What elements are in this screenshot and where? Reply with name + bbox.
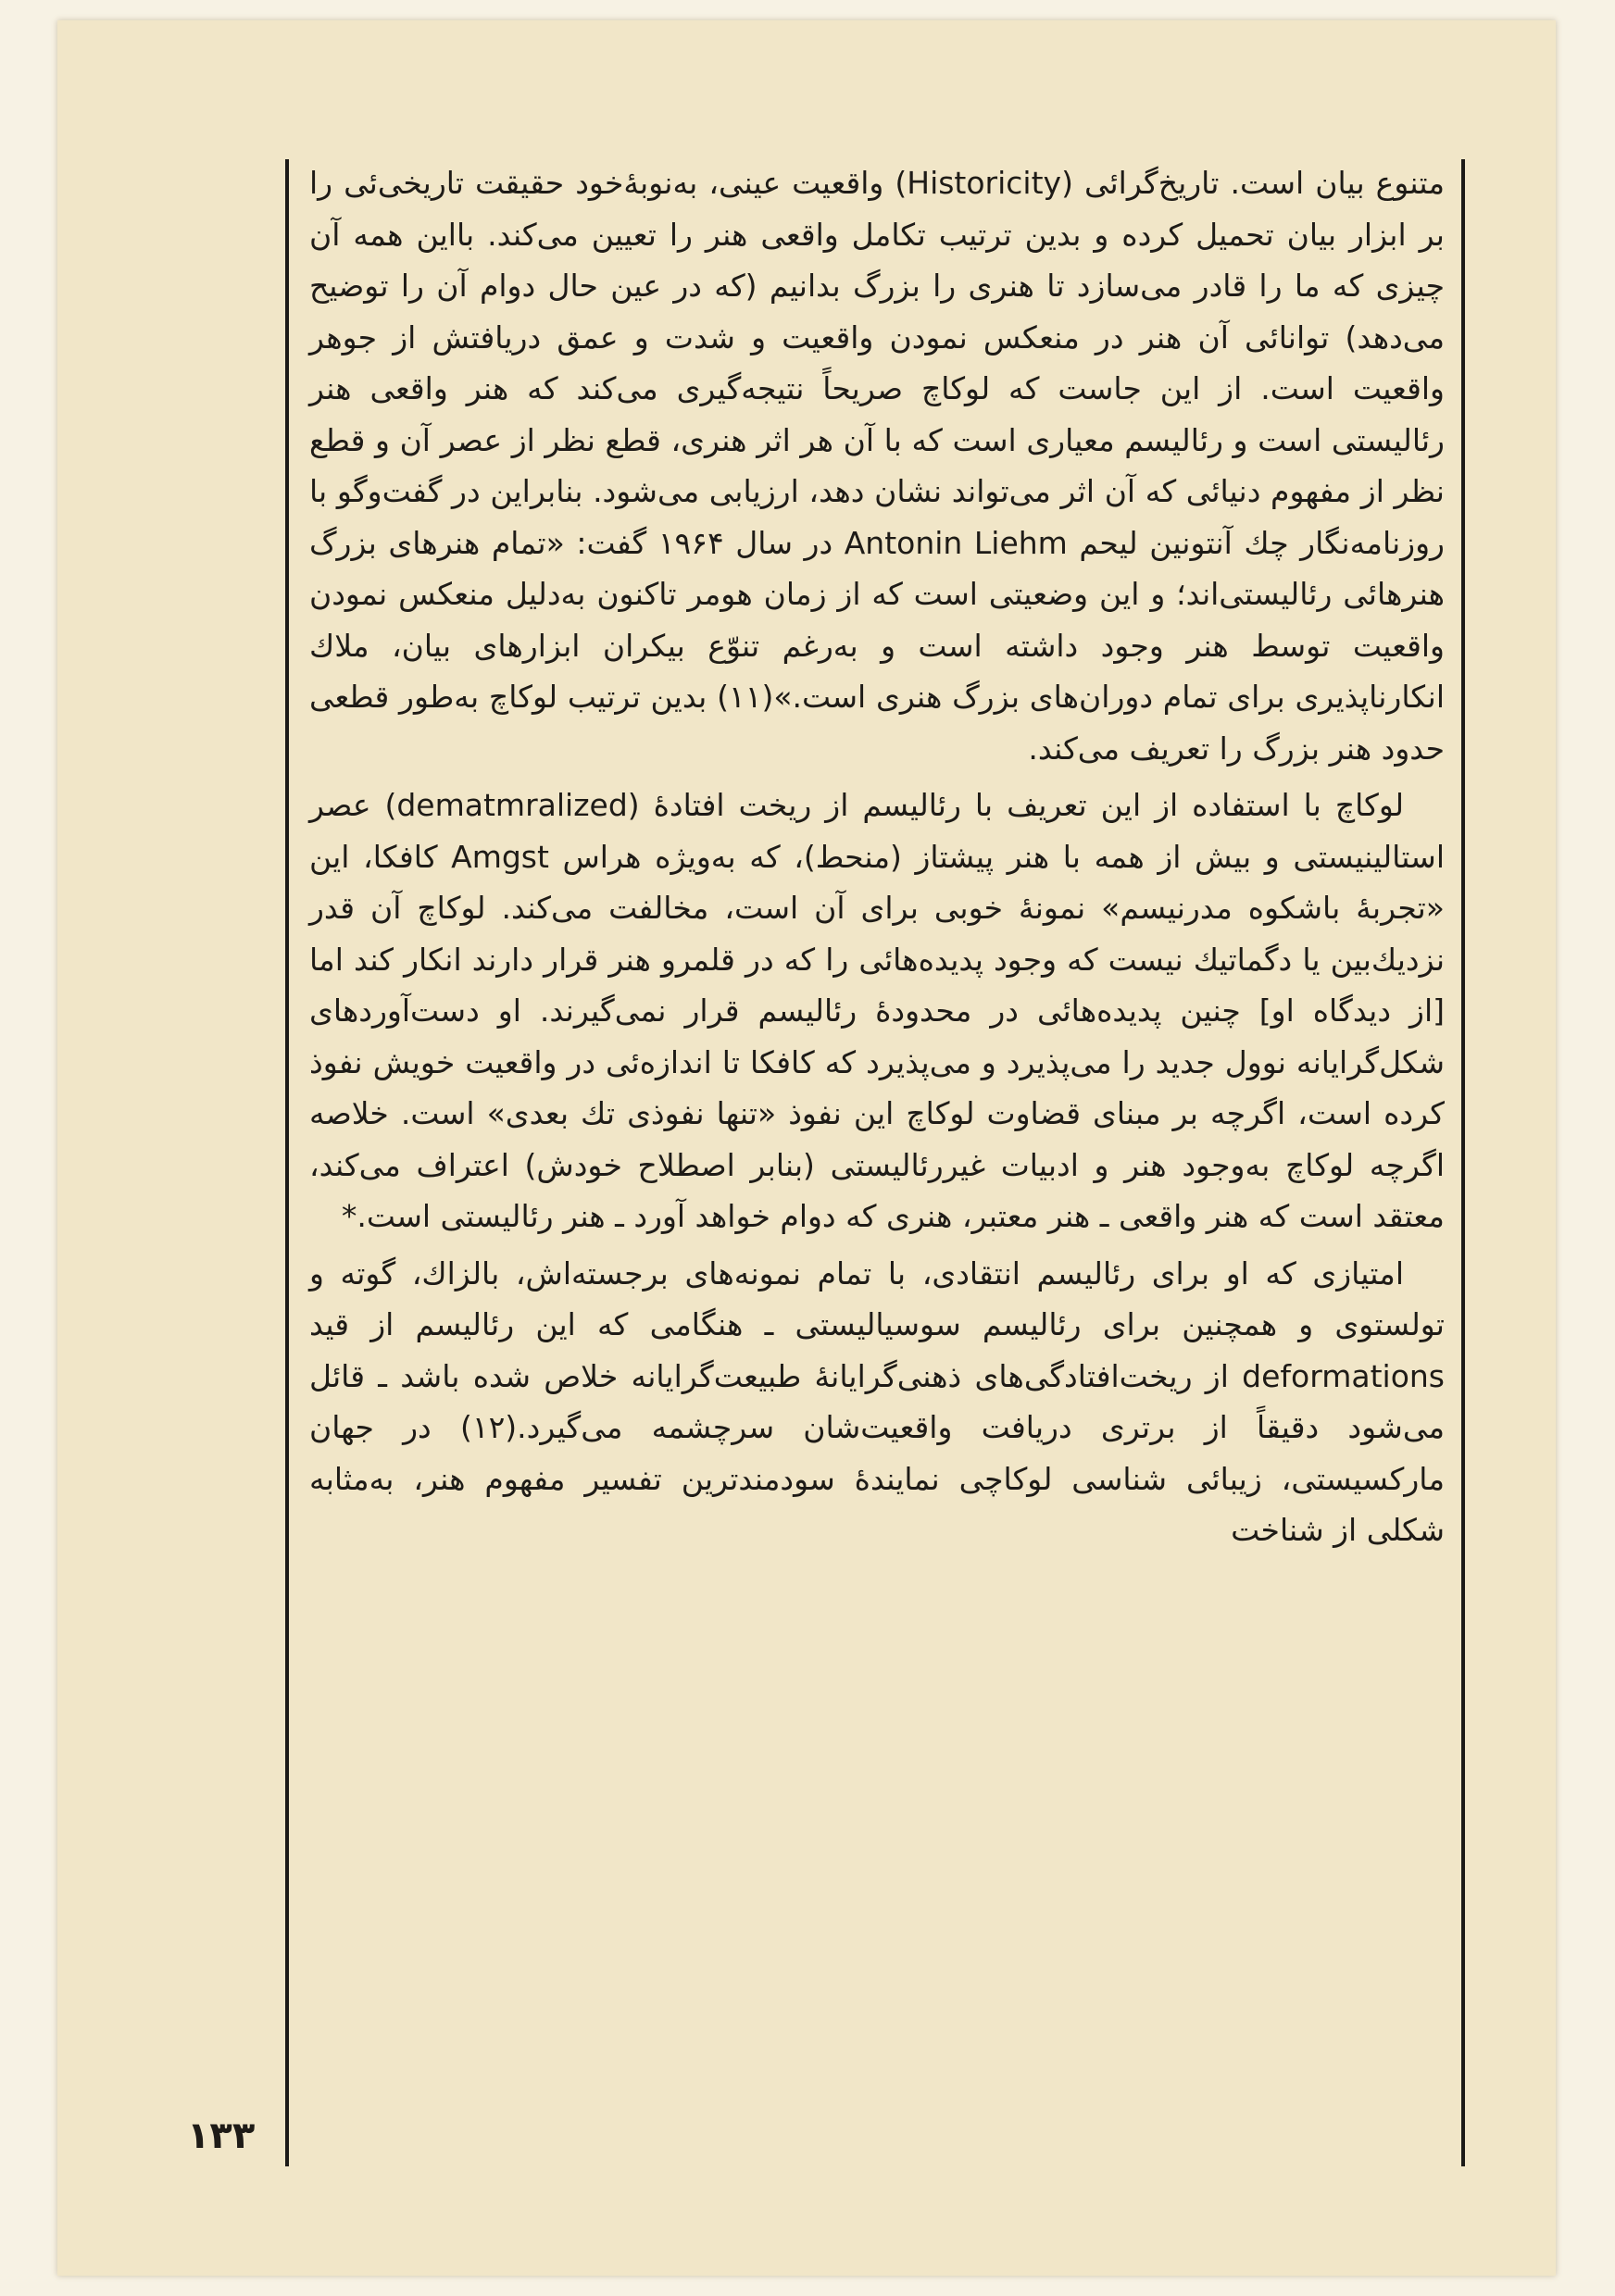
book-page	[57, 20, 1556, 2276]
left-margin-rule	[285, 159, 289, 2166]
page-number: ۱۳۳	[187, 2115, 256, 2157]
body-text	[309, 157, 1445, 1556]
paragraph-1: متنوع بیان است. تاریخ‌گرائی (Historicity) واقعیت عینی، به‌نوبهٔ‌خود حقیقت تاریخی‌ئی را بر ابزار بیان تحمیل کرده و بدین ترتیب تکامل واقعی هنر را تعیین می‌کند. بااین همه آن چیزی که ما را قادر می‌سازد تا هنری را بزرگ بدانیم (که در عین حال دوام آن را توضیح می‌دهد) توانائی آن هنر در منعکس نمودن واقعیت و شدت و عمق دریافتش از جوهر واقعیت است. از این جاست که لوکاچ صریحاً نتیجه‌گیری می‌کند که هنر واقعی هنر رئالیستی است و رئالیسم معیاری است که با آن هر اثر هنری، قطع نظر از عصر آن و قطع نظر از مفهوم دنیائی که آن اثر می‌تواند نشان دهد، ارزیابی می‌شود. بنابراین در گفت‌وگو با روزنامه‌نگار چك آنتونین لیحم Antonin Liehm در سال ۱۹۶۴ گفت: «تمام هنرهای بزرگ هنرهائی رئالیستی‌اند؛ و این وضعیتی است که از زمان هومر تاکنون به‌دلیل منعکس نمودن واقعیت توسط هنر وجود داشته است و به‌رغم تنوّع بیکران ابزارهای بیان، ملاك انکارناپذیری برای تمام دوران‌های بزرگ هنری است.»(۱۱) بدین ترتیب لوکاچ به‌طور قطعی حدود هنر بزرگ را تعریف می‌کند.	[309, 165, 1445, 767]
right-margin-rule	[1461, 159, 1465, 2166]
paragraph-2: لوکاچ با استفاده از این تعریف با رئالیسم از ریخت افتادهٔ (dematmralized) عصر استالینیستی و بیش از همه با هنر پیشتاز (منحط)، که به‌ویژه هراس Amgst کافکا، این «تجربهٔ باشکوه مدرنیسم» نمونهٔ خوبی برای آن است، مخالفت می‌کند. لوکاچ آن قدر نزدیك‌بین یا دگماتیك نیست که وجود پدیده‌هائی را که در قلمرو هنر قرار دارند انکار کند اما [از دیدگاه او] چنین پدیده‌هائی در محدودهٔ رئالیسم قرار نمی‌گیرند. او دست‌آوردهای شکل‌گرایانه نوول جدید را می‌پذیرد و می‌پذیرد که کافکا تا اندازه‌ئی در واقعیت خویش نفوذ کرده است، اگرچه بر مبنای قضاوت لوکاچ این نفوذ «تنها نفوذی تك بعدی» است. خلاصه اگرچه لوکاچ به‌وجود هنر و ادبیات غیررئالیستی (بنابر اصطلاح خودش) اعتراف می‌کند، معتقد است که هنر واقعی ـ هنر معتبر، هنری که دوام خواهد آورد ـ هنر رئالیستی است.*	[309, 787, 1445, 1234]
paragraph-3: امتیازی که او برای رئالیسم انتقادی، با تمام نمونه‌های برجسته‌اش، بالزاك، گوته و تولستوی و همچنین برای رئالیسم سوسیالیستی ـ هنگامی که این رئالیسم از قید deformations از ریخت‌افتادگی‌های ذهنی‌گرایانهٔ طبیعت‌گرایانه خلاص شده باشد ـ قائل می‌شود دقیقاً از برتری دریافت واقعیت‌شان سرچشمه می‌گیرد.(۱۲) در جهان مارکسیستی، زیبائی شناسی لوکاچی نمایندهٔ سودمندترین تفسیر مفهوم هنر، به‌مثابه شکلی از شناخت	[309, 1254, 1445, 1548]
